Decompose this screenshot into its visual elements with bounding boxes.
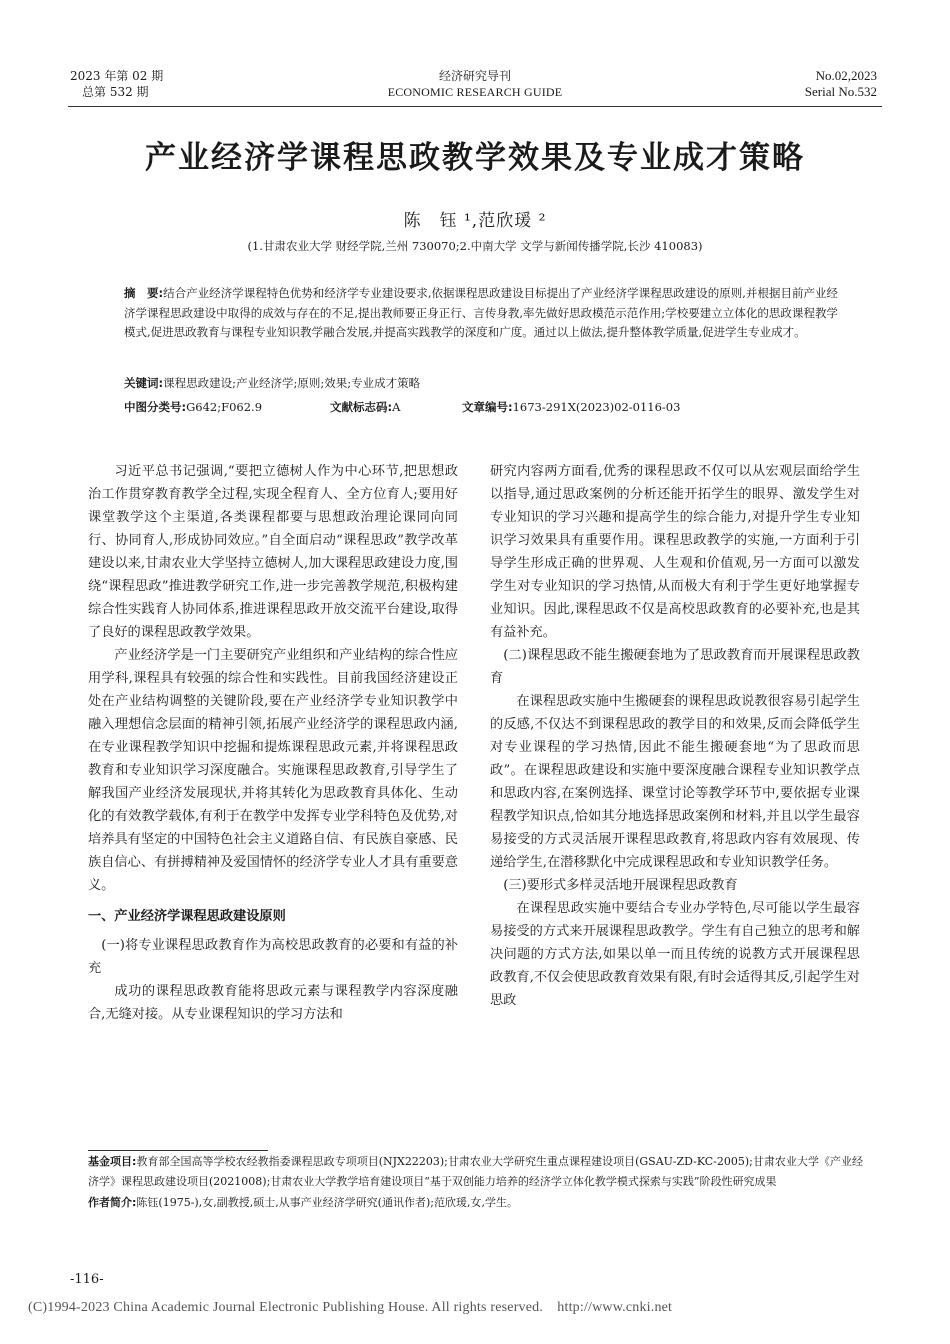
- keywords-label: 关键词:: [124, 376, 164, 390]
- issue-no-en: No.02,2023: [815, 68, 877, 83]
- keywords: [124, 374, 838, 392]
- subsection-heading: (一)将专业课程思政教育作为高校思政教育的必要和有益的补充: [88, 938, 458, 976]
- author-bio-note: [88, 1193, 863, 1213]
- subsection-heading: (三)要形式多样灵活地开展课程思政教育: [503, 878, 738, 893]
- funding-note: [88, 1152, 863, 1191]
- serial-no-en: Serial No.532: [804, 84, 877, 99]
- article-number: [462, 400, 680, 414]
- abstract-label: 摘 要:: [124, 286, 164, 300]
- classification-line: [124, 398, 838, 416]
- footnotes: [88, 1152, 863, 1213]
- keywords-text: 课程思政建设;产业经济学;原则;效果;专业成才策略: [163, 376, 421, 390]
- paragraph: 习近平总书记强调,“要把立德树人作为中心环节,把思想政治工作贯穿教育教学全过程,实现全程育人、全方位育人;要用好课堂教学这个主渠道,各类课程都要与思想政治理论课同向同行、协同育人,形成协同效应。”自全面启动“课程思政”教学改革建设以来,甘肃农业大学坚持立德树人,加大课程思政建设力度,围绕“课程思政”推进教学研究工作,进一步完善教学规范,积极构建综合性实践育人协同体系,推进课程思政开放交流平台建设,取得了良好的课程思政教学效果。: [88, 464, 458, 640]
- abstract: [124, 284, 838, 343]
- journal-issue-right: [805, 68, 877, 100]
- funding-label: 基金项目:: [88, 1155, 137, 1168]
- journal-issue-left: [70, 68, 163, 100]
- clc-number: [124, 398, 330, 416]
- issue-year-number: 2023 年第 02 期: [70, 69, 164, 83]
- article-number-value: 1673-291X(2023)02-0116-03: [512, 400, 681, 414]
- page-number: -116-: [70, 1272, 104, 1287]
- copyright-notice: (C)1994-2023 China Academic Journal Electronic Publishing House. All rights reserved. http://www.cnki.net: [28, 1300, 673, 1315]
- journal-name: [300, 68, 650, 100]
- funding-text: 教育部全国高等学校农经教指委课程思政专项项目(NJX22203);甘肃农业大学研究生重点课程建设项目(GSAU-ZD-KC-2005);甘肃农业大学《产业经济学》课程思政建设项目(2021008);甘肃农业大学教学培育建设项目“基于双创能力培养的经济学立体化教学模式探索与实践”阶段性研究成果: [88, 1155, 863, 1188]
- section-heading: 一、产业经济学课程思政建设原则: [88, 909, 286, 924]
- body-column-left: [88, 460, 458, 1026]
- clc-label: 中图分类号:: [124, 400, 187, 414]
- paragraph: 研究内容两方面看,优秀的课程思政不仅可以从宏观层面给学生以指导,通过思政案例的分析还能开拓学生的眼界、激发学生对专业知识的学习兴趣和提高学生的综合能力,对提升学生专业知识学习效果具有重要作用。课程思政教学的实施,一方面利于引导学生形成正确的世界观、人生观和价值观,另一方面可以激发学生对专业知识的学习热情,从而极大有利于学生更好地掌握专业知识。因此,课程思政不仅是高校思政教育的必要补充,也是其有益补充。: [490, 464, 860, 640]
- author-bio-text: 陈钰(1975-),女,副教授,硕士,从事产业经济学研究(通讯作者);范欣瑗,女,学生。: [136, 1196, 518, 1209]
- paragraph: 产业经济学是一门主要研究产业组织和产业结构的综合性应用学科,课程具有较强的综合性和实践性。目前我国经济建设正处在产业结构调整的关键阶段,要在产业经济学专业知识教学中融入理想信念层面的精神引领,拓展产业经济学的课程思政内涵,在专业课程教学知识中挖掘和提炼课程思政元素,并将课程思政教育和专业知识学习深度融合。实施课程思政教育,引导学生了解我国产业经济发展现状,并将其转化为思政教育具体化、生动化的有效教学载体,有利于在教学中发挥专业学科特色及优势,对培养具有坚定的中国特色社会主义道路自信、有民族自豪感、民族自信心、有拼搏精神及爱国情怀的经济学专业人才具有重要意义。: [88, 648, 458, 893]
- subsection-heading: (二)课程思政不能生搬硬套地为了思政教育而开展课程思政教育: [490, 648, 860, 686]
- document-code: [330, 398, 462, 416]
- doc-code-value: A: [392, 400, 401, 414]
- clc-value: G642;F062.9: [186, 400, 263, 414]
- paragraph: 在课程思政实施中要结合专业办学特色,尽可能以学生最容易接受的方式来开展课程思政教学。学生有自己独立的思考和解决问题的方式方法,如果以单一而且传统的说教方式开展课程思政教育,不仅会使思政教育效果有限,有时会适得其反,引起学生对思政: [490, 901, 860, 1008]
- header-divider: [68, 106, 882, 107]
- body-column-right: [490, 460, 860, 1012]
- journal-name-zh: 经济研究导刊: [438, 69, 511, 83]
- author-affiliations: (1.甘肃农业大学 财经学院,兰州 730070;2.中南大学 文学与新闻传播学院,长沙 410083): [247, 239, 703, 253]
- paragraph: 成功的课程思政教育能将思政元素与课程教学内容深度融合,无缝对接。从专业课程知识的学习方法和: [88, 984, 458, 1022]
- article-title: 产业经济学课程思政教学效果及专业成才策略: [145, 140, 805, 176]
- article-number-label: 文章编号:: [462, 400, 513, 414]
- footnote-divider: [88, 1150, 268, 1151]
- author-bio-label: 作者简介:: [88, 1196, 137, 1209]
- abstract-text: 结合产业经济学课程特色优势和经济学专业建设要求,依据课程思政建设目标提出了产业经济学课程思政建设的原则,并根据目前产业经济学课程思政建设中取得的成效与存在的不足,提出教师要正身正行、言传身教,率先做好思政模范示范作用;学校要建立立体化的思政课程教学模式,促进思政教育与课程专业知识教学融合发展,并提高实践教学的深度和广度。通过以上做法,提升整体教学质量,促进学生专业成才。: [124, 286, 838, 339]
- journal-name-en: ECONOMIC RESEARCH GUIDE: [387, 85, 563, 99]
- article-authors: 陈 钰 ¹,范欣瑗 ²: [403, 211, 547, 231]
- paragraph: 在课程思政实施中生搬硬套的课程思政说教很容易引起学生的反感,不仅达不到课程思政的教学目的和效果,反而会降低学生对专业课程的学习热情,因此不能生搬硬套地“为了思政而思政”。在课程思政建设和实施中要深度融合课程专业知识教学点和思政内容,在案例选择、课堂讨论等教学环节中,要依据专业课程教学知识点,恰如其分地选择思政案例和材料,并且以学生最容易接受的方式灵活展开课程思政教育,将思政内容有效展现、传递给学生,在潜移默化中完成课程思政和专业知识教学任务。: [490, 694, 860, 870]
- issue-total-number: 总第 532 期: [82, 85, 149, 99]
- doc-code-label: 文献标志码:: [330, 400, 393, 414]
